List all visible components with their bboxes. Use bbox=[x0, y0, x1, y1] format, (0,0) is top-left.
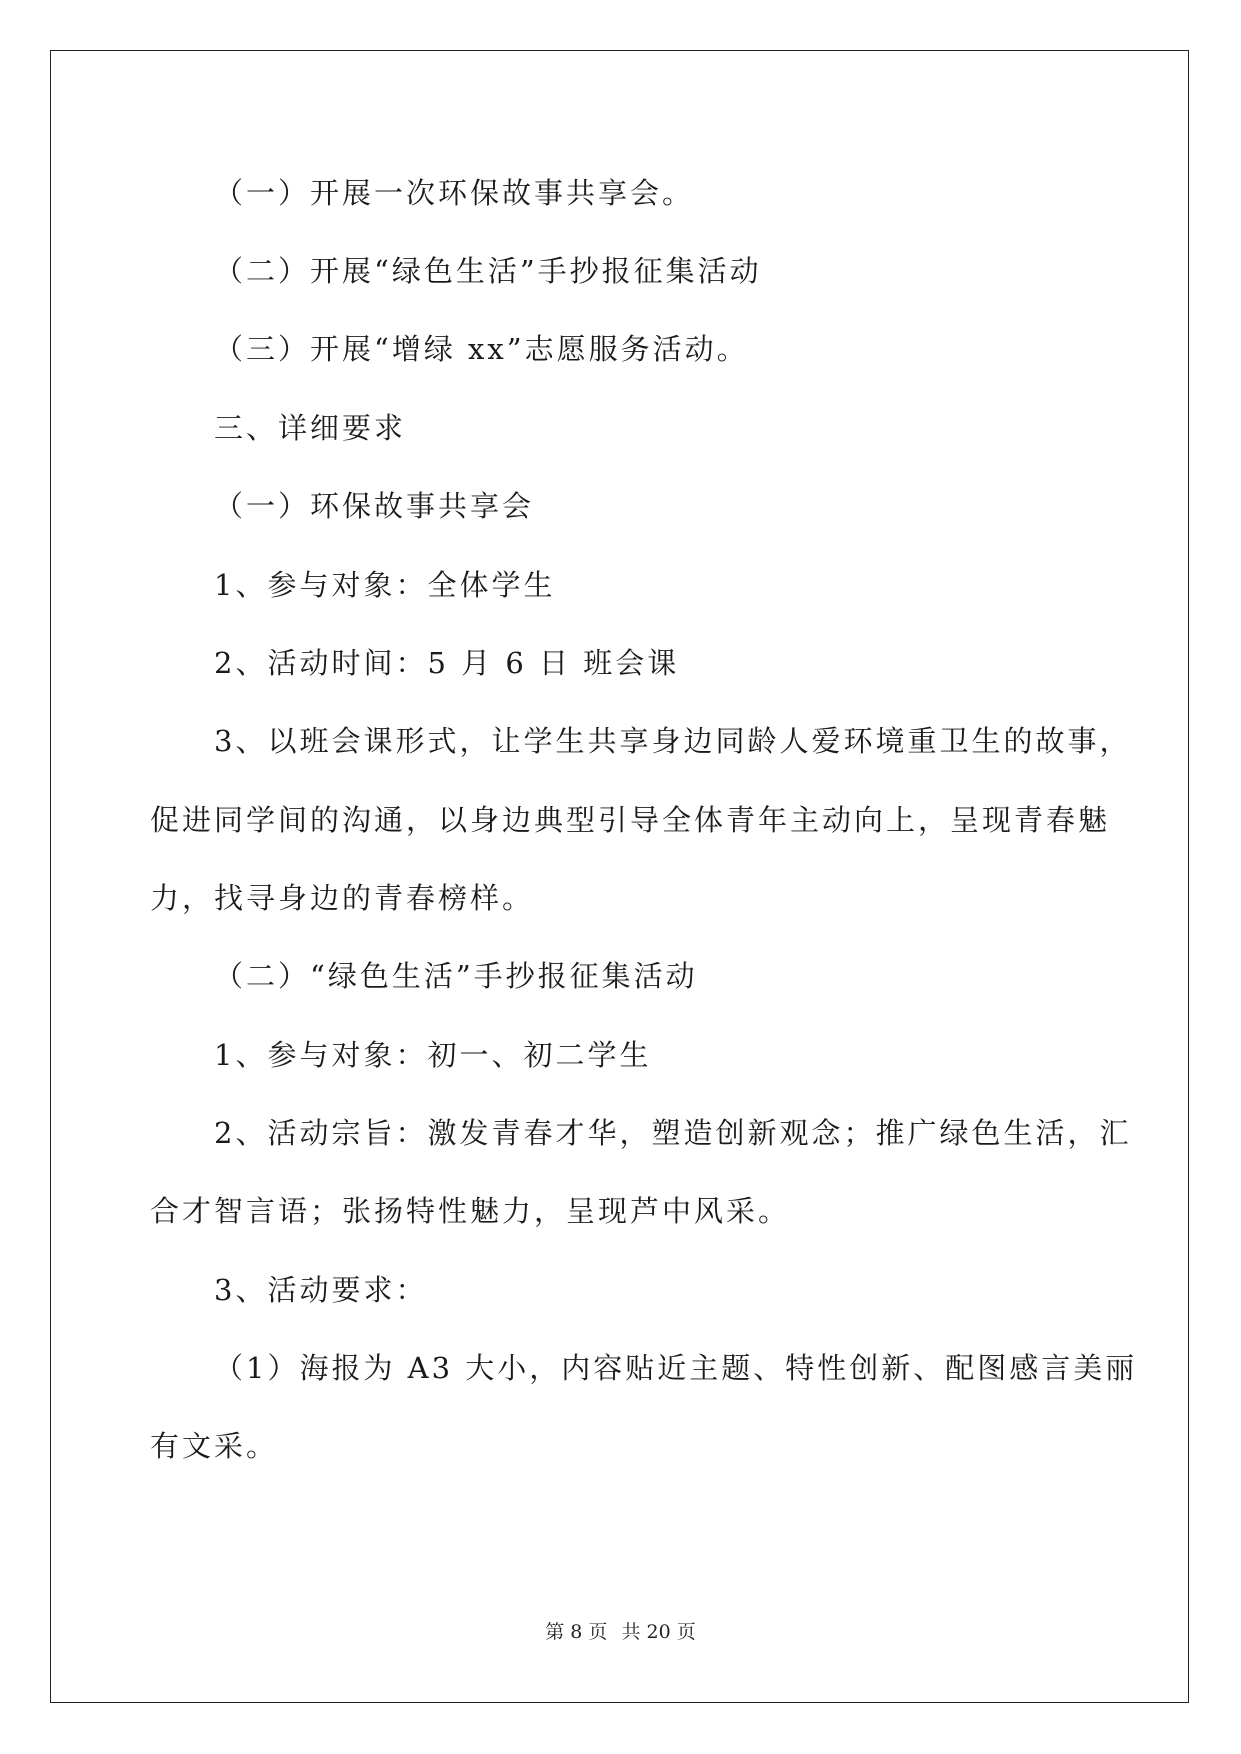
paragraph-line: 3、以班会课形式，让学生共享身边同龄人爱环境重卫生的故事， bbox=[214, 724, 1132, 758]
list-item: 3、活动要求： bbox=[214, 1273, 428, 1307]
subsection-heading: （一）环保故事共享会 bbox=[214, 489, 535, 523]
paragraph-line: 有文采。 bbox=[150, 1429, 279, 1463]
section-heading: 三、详细要求 bbox=[214, 411, 407, 445]
paragraph-line: 合才智言语；张扬特性魅力，呈现芦中风采。 bbox=[150, 1194, 791, 1228]
subsection-heading: （二）“绿色生活”手抄报征集活动 bbox=[214, 959, 698, 993]
paragraph-line: （1）海报为 A3 大小，内容贴近主题、特性创新、配图感言美丽 bbox=[214, 1351, 1138, 1385]
list-item: 1、参与对象：全体学生 bbox=[214, 568, 556, 602]
paragraph-line: 促进同学间的沟通，以身边典型引导全体青年主动向上，呈现青春魅 bbox=[150, 803, 1111, 837]
paragraph-line: 2、活动宗旨：激发青春才华，塑造创新观念；推广绿色生活，汇 bbox=[214, 1116, 1132, 1150]
list-item: （三）开展“增绿 xx”志愿服务活动。 bbox=[214, 332, 749, 366]
page-total: 共 20 页 bbox=[621, 1621, 696, 1643]
list-item: （二）开展“绿色生活”手抄报征集活动 bbox=[214, 254, 762, 288]
paragraph-line: 力，找寻身边的青春榜样。 bbox=[150, 881, 535, 915]
list-item: 1、参与对象：初一、初二学生 bbox=[214, 1038, 652, 1072]
page-number: 第 8 页 bbox=[545, 1621, 608, 1643]
list-item: （一）开展一次环保故事共享会。 bbox=[214, 176, 695, 210]
list-item: 2、活动时间：5 月 6 日 班会课 bbox=[214, 646, 680, 680]
page-footer bbox=[0, 1620, 1241, 1644]
